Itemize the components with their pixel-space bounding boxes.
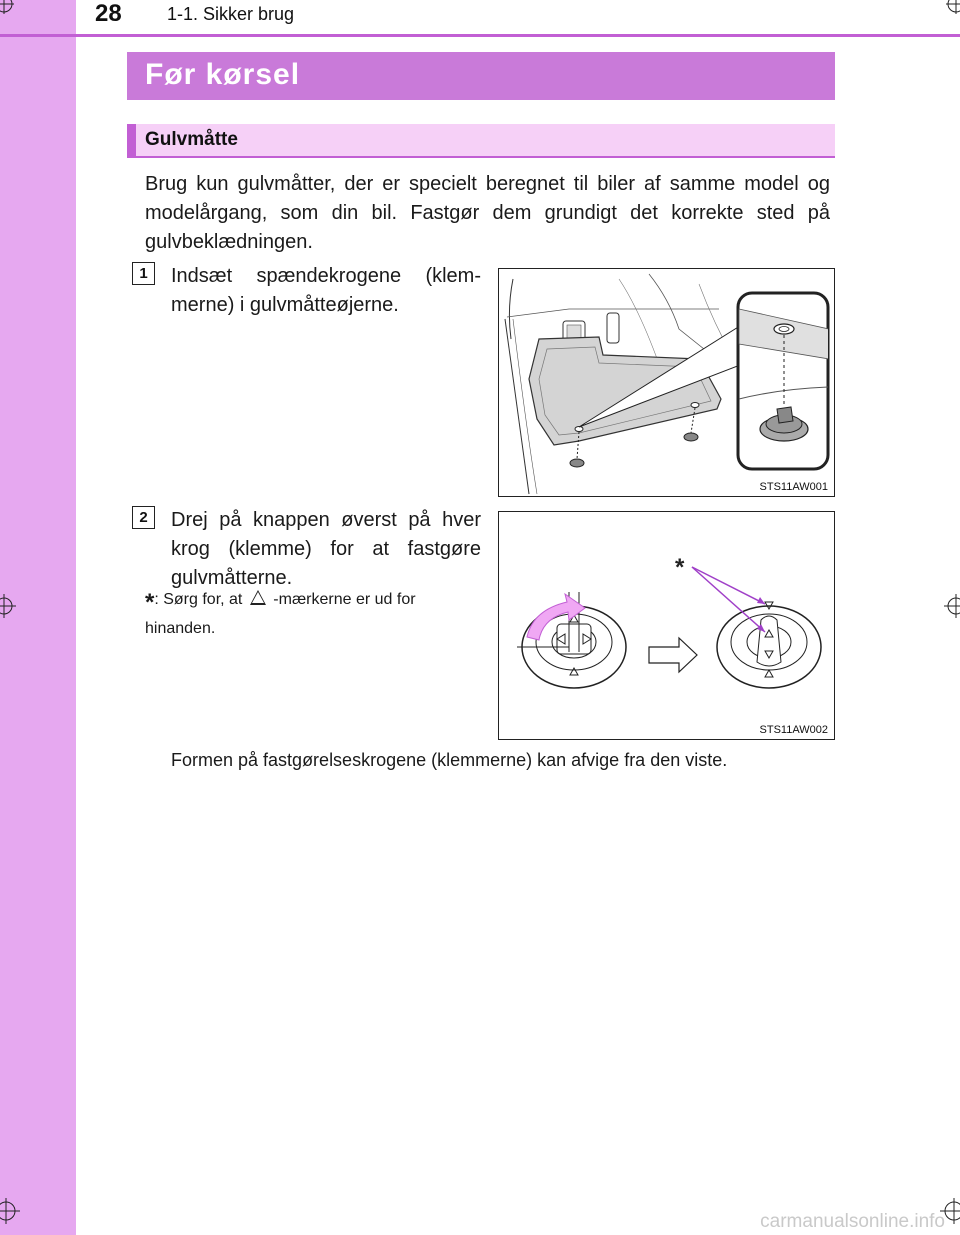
crop-mark-top-right: [938, 0, 960, 22]
floor-mat-illustration: [499, 269, 834, 496]
crop-mark-top-left: [0, 0, 22, 22]
crop-mark-mid-right: [938, 594, 960, 618]
note-prefix: : Sørg for, at: [154, 591, 243, 608]
note-asterisk: *: [145, 589, 155, 616]
step-number-2: 2: [132, 506, 155, 529]
figure-code-2: STS11AW002: [759, 724, 828, 736]
page-number: 28: [95, 0, 122, 27]
step-text-2: Drej på knappen øverst på hver krog (klemme) for at fastgøre gulvmåtterne.: [171, 509, 481, 589]
intro-paragraph: Brug kun gulvmåtter, der er specielt beregnet til biler af samme model og modelårgang, som din bil. Fastgør dem grundigt det korrekte sted på gulvbeklædningen.: [145, 173, 830, 253]
step-number-1: 1: [132, 262, 155, 285]
footnote: Formen på fastgørelseskrogene (klemmerne) kan afvige fra den viste.: [171, 750, 728, 770]
turn-knob-illustration: [499, 512, 834, 739]
triangle-mark-icon: [250, 590, 266, 605]
chapter-heading: 1-1. Sikker brug: [167, 4, 295, 24]
header-rule: [0, 34, 960, 37]
watermark: carmanualsonline.info: [760, 1211, 945, 1232]
figure-code-1: STS11AW001: [759, 481, 828, 493]
section-title: Før kørsel: [127, 52, 835, 100]
figure-floor-mat-hooks: [498, 268, 835, 497]
step-text-1: Indsæt spændekrogene (klem- merne) i gulvmåtteøjerne.: [171, 265, 481, 316]
note-suffix: -mærkerne er ud for hinanden.: [145, 591, 416, 637]
subheading: Gulvmåtte: [127, 124, 835, 158]
note: [145, 587, 485, 642]
crop-mark-bottom-left: [0, 1198, 26, 1224]
figure-asterisk: *: [675, 554, 685, 581]
figure-turn-knob: [498, 511, 835, 740]
crop-mark-mid-left: [0, 594, 22, 618]
